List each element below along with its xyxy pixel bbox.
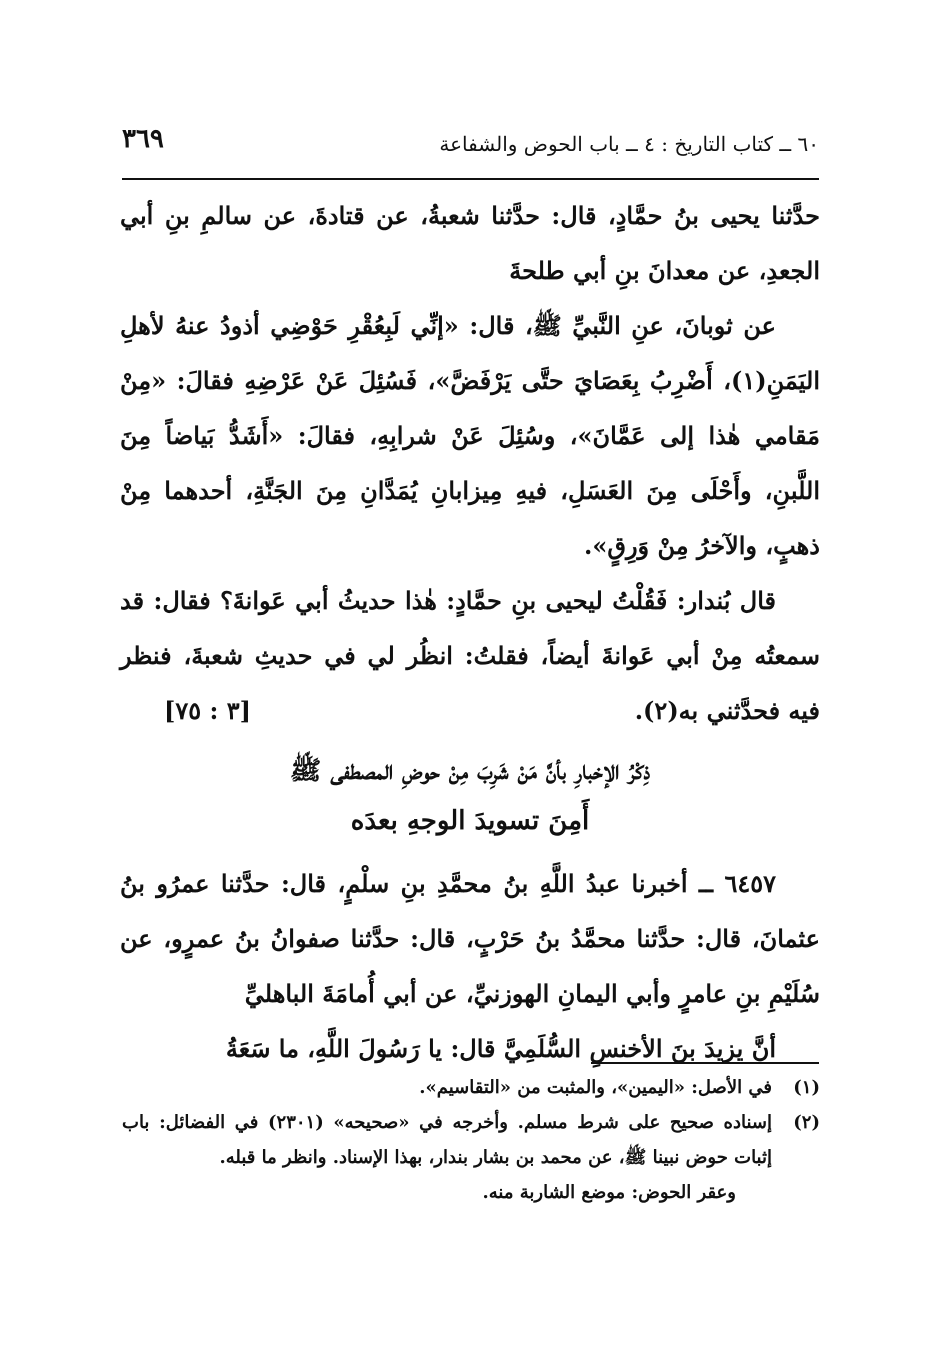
footnote-1-text: في الأصل: «اليمين»، والمثبت من «التقاسيم».	[419, 1077, 772, 1098]
footnote-rule	[591, 1062, 819, 1064]
footnote-1	[122, 1070, 820, 1105]
footnotes	[122, 1070, 820, 1210]
section-heading-line-2: أَمِنَ تسويدَ الوجهِ بعدَه	[350, 806, 590, 836]
header-rule	[122, 178, 819, 180]
section-heading-line-1: ذِكْرُ الإخبارِ بأنَّ مَنْ شَرِبَ مِنْ حوضِ المصطفى ﷺ	[289, 756, 651, 786]
footnote-1-number: (١)	[793, 1077, 820, 1098]
paragraph-hadith: عن ثوبانَ، عنِ النَّبيِّ ﷺ، قال: «إنِّي لَبِعُقْرِ حَوْضِي أذودُ عنهُ لأهلِ اليَمَنِ(١)، أَضْرِبُ بِعَصَايَ حتَّى يَرْفَضَّ»، فَسُئِلَ عَنْ عَرْضِهِ فقالَ: «مِنْ مَقامي هٰذا إلى عَمَّانَ»، وسُئِلَ عَنْ شرابِهِ، فقالَ: «أَشَدُّ بَياضاً مِنَ اللَّبنِ، وأَحْلَى مِنَ العَسَلِ، فيهِ مِيزابانِ يُمَدَّانِ مِنَ الجَنَّةِ، أحدهما مِنْ ذهبٍ، والآخرُ مِنْ وَرِقٍ».	[120, 311, 820, 560]
footnote-2	[122, 1105, 820, 1175]
footnote-2-text: إسناده صحيح على شرط مسلم. وأخرجه في «صحيحه» (٢٣٠١) في الفضائل: باب إثبات حوض نبينا ﷺ، عن محمد بن بشار بندار، بهذا الإسناد. وانظر ما قبله.	[122, 1112, 772, 1168]
page-number: ٣٦٩	[122, 124, 164, 154]
section-heading	[120, 746, 820, 846]
paragraph-isnad: حدَّثنا يحيى بنُ حمَّادٍ، قال: حدَّثنا شعبةُ، عن قتادةَ، عن سالمِ بنِ أبي الجعدِ، عن معدانَ بنِ أبي طلحةَ	[120, 201, 820, 285]
paragraph-bundar-text: قال بُندار: فَقُلْتُ ليحيى بنِ حمَّادٍ: هٰذا حديثُ أبي عَوانةَ؟ فقال: قد سمعتُه مِنْ أبي عَوانةَ أيضاً، فقلتُ: انظُر لي في حديثِ شعبةَ، فنظر فيه فحدَّثني به(٢).	[120, 586, 820, 725]
running-header-title: ٦٠ ــ كتاب التاريخ : ٤ ــ باب الحوض والشفاعة	[439, 132, 819, 156]
paragraph-bundar	[120, 573, 820, 738]
paragraph-hadith-6457: ٦٤٥٧ ــ أخبرنا عبدُ اللَّهِ بنُ محمَّدِ بنِ سلْمٍ، قال: حدَّثنا عمرُو بنُ عثمانَ، قال: حدَّثنا محمَّدُ بنُ حَرْبٍ، قال: حدَّثنا صفوانُ بنُ عمرٍو، عن سُلَيْمِ بنِ عامرٍ وأبي اليمانِ الهوزنيِّ، عن أبي أُمامَةَ الباهليِّ	[120, 869, 820, 1008]
footnote-2-gloss: وعقر الحوض: موضع الشاربة منه.	[482, 1182, 736, 1203]
footnote-2-number: (٢)	[793, 1112, 820, 1133]
main-text	[120, 188, 820, 1076]
paragraph-question: أنَّ يزيدَ بنَ الأخنسِ السُّلَمِيَّ قال: يا رَسُولَ اللَّهِ، ما سَعَةُ	[225, 1034, 776, 1063]
volume-reference: [٣ : ٧٥]	[164, 696, 251, 725]
